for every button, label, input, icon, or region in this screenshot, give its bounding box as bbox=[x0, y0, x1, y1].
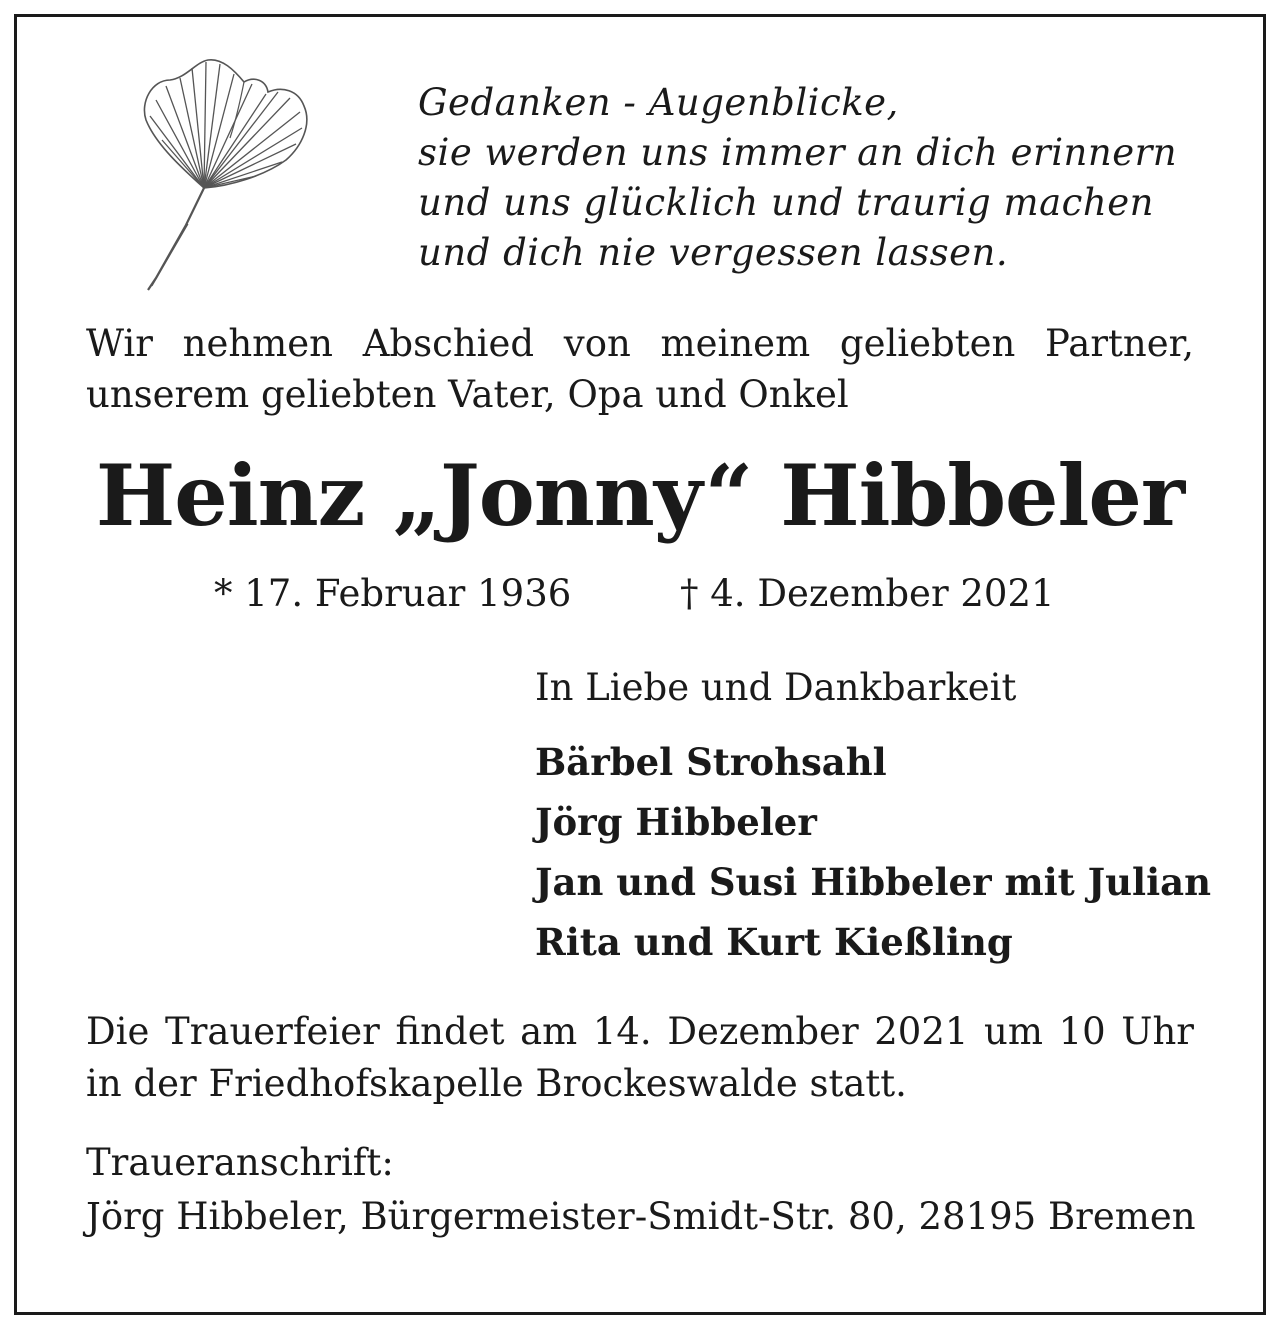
birth-date: * 17. Februar 1936 bbox=[214, 572, 572, 615]
poem-line: sie werden uns immer an dich erinnern bbox=[418, 131, 1178, 174]
farewell-intro bbox=[86, 318, 1194, 420]
mourner-name: Jörg Hibbeler bbox=[535, 800, 817, 844]
intro-line: unserem geliebten Vater, Opa und Onkel bbox=[86, 373, 849, 416]
service-info bbox=[86, 1006, 1194, 1110]
death-date: † 4. Dezember 2021 bbox=[680, 572, 1055, 615]
service-line: Die Trauerfeier findet am 14. Dezember 2021 um 10 Uhr bbox=[86, 1010, 1194, 1053]
mourner-name: Rita und Kurt Kießling bbox=[535, 920, 1013, 964]
poem-line: und dich nie vergessen lassen. bbox=[418, 231, 1009, 274]
mourner-name: Jan und Susi Hibbeler mit Julian bbox=[535, 860, 1212, 904]
intro-line: Wir nehmen Abschied von meinem geliebten Partner, bbox=[86, 322, 1194, 365]
poem-line: Gedanken - Augenblicke, bbox=[418, 81, 899, 124]
address-label: Traueranschrift: bbox=[86, 1141, 394, 1184]
deceased-name: Heinz „Jonny“ Hibbeler bbox=[95, 446, 1185, 545]
mourners-list bbox=[535, 732, 1211, 972]
poem-line: und uns glücklich und traurig machen bbox=[418, 181, 1154, 224]
mourners-intro: In Liebe und Dankbarkeit bbox=[535, 666, 1017, 709]
mourner-name: Bärbel Strohsahl bbox=[535, 740, 887, 784]
poem bbox=[418, 78, 1218, 278]
address-value: Jörg Hibbeler, Bürgermeister-Smidt-Str. 80, 28195 Bremen bbox=[86, 1195, 1196, 1238]
ginkgo-leaf-icon bbox=[126, 50, 356, 300]
service-line: in der Friedhofskapelle Brockeswalde statt. bbox=[86, 1062, 907, 1105]
